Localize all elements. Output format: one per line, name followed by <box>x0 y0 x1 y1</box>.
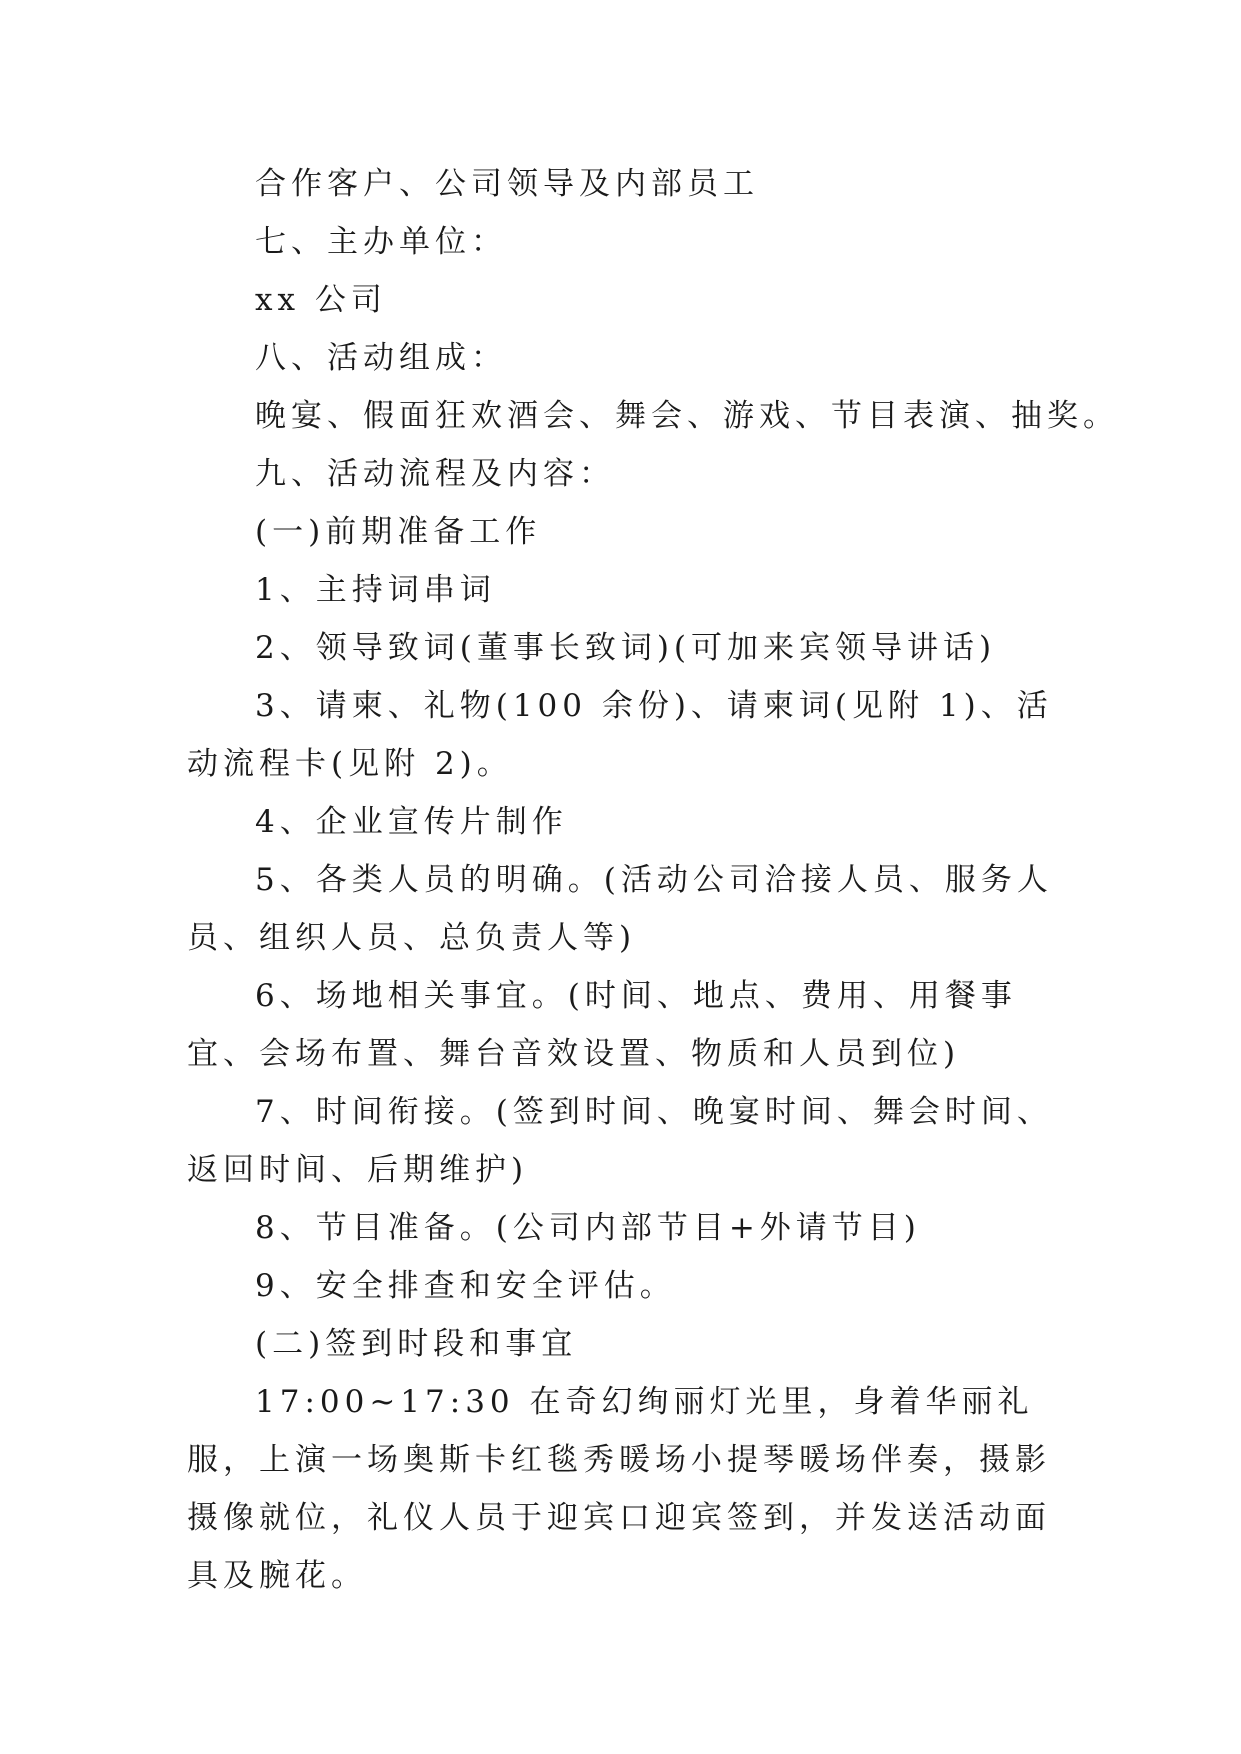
heading-organizer: 七、主办单位： <box>255 224 507 260</box>
list-item: 3、请柬、礼物(100 余份)、请柬词(见附 1)、活动流程卡(见附 2)。 <box>187 688 1053 782</box>
list-item: 4、企业宣传片制作 <box>255 804 568 840</box>
document-body <box>187 155 1119 1605</box>
paragraph-attendees: 合作客户、公司领导及内部员工 <box>255 166 759 202</box>
list-item: 6、场地相关事宜。(时间、地点、费用、用餐事宜、会场布置、舞台音效设置、物质和人员到位) <box>187 978 1017 1072</box>
paragraph-organizer: xx 公司 <box>255 282 387 318</box>
subheading-preparation: (一)前期准备工作 <box>255 514 542 550</box>
list-item: 2、领导致词(董事长致词)(可加来宾领导讲话) <box>255 630 997 666</box>
paragraph-activity-composition: 晚宴、假面狂欢酒会、舞会、游戏、节目表演、抽奖。 <box>255 398 1119 434</box>
list-item: 5、各类人员的明确。(活动公司洽接人员、服务人员、组织人员、总负责人等) <box>187 862 1053 956</box>
list-item: 9、安全排查和安全评估。 <box>255 1268 676 1304</box>
list-item: 1、主持词串词 <box>255 572 496 608</box>
list-item: 8、节目准备。(公司内部节目+外请节目) <box>255 1210 921 1246</box>
list-item: 7、时间衔接。(签到时间、晚宴时间、舞会时间、返回时间、后期维护) <box>187 1094 1053 1188</box>
heading-activity-process: 九、活动流程及内容： <box>255 456 615 492</box>
paragraph-check-in-details: 17:00~17:30 在奇幻绚丽灯光里，身着华丽礼服，上演一场奥斯卡红毯秀暖场小提琴暖场伴奏，摄影摄像就位，礼仪人员于迎宾口迎宾签到，并发送活动面具及腕花。 <box>187 1384 1051 1594</box>
subheading-check-in: (二)签到时段和事宜 <box>255 1326 578 1362</box>
heading-activity-composition: 八、活动组成： <box>255 340 507 376</box>
